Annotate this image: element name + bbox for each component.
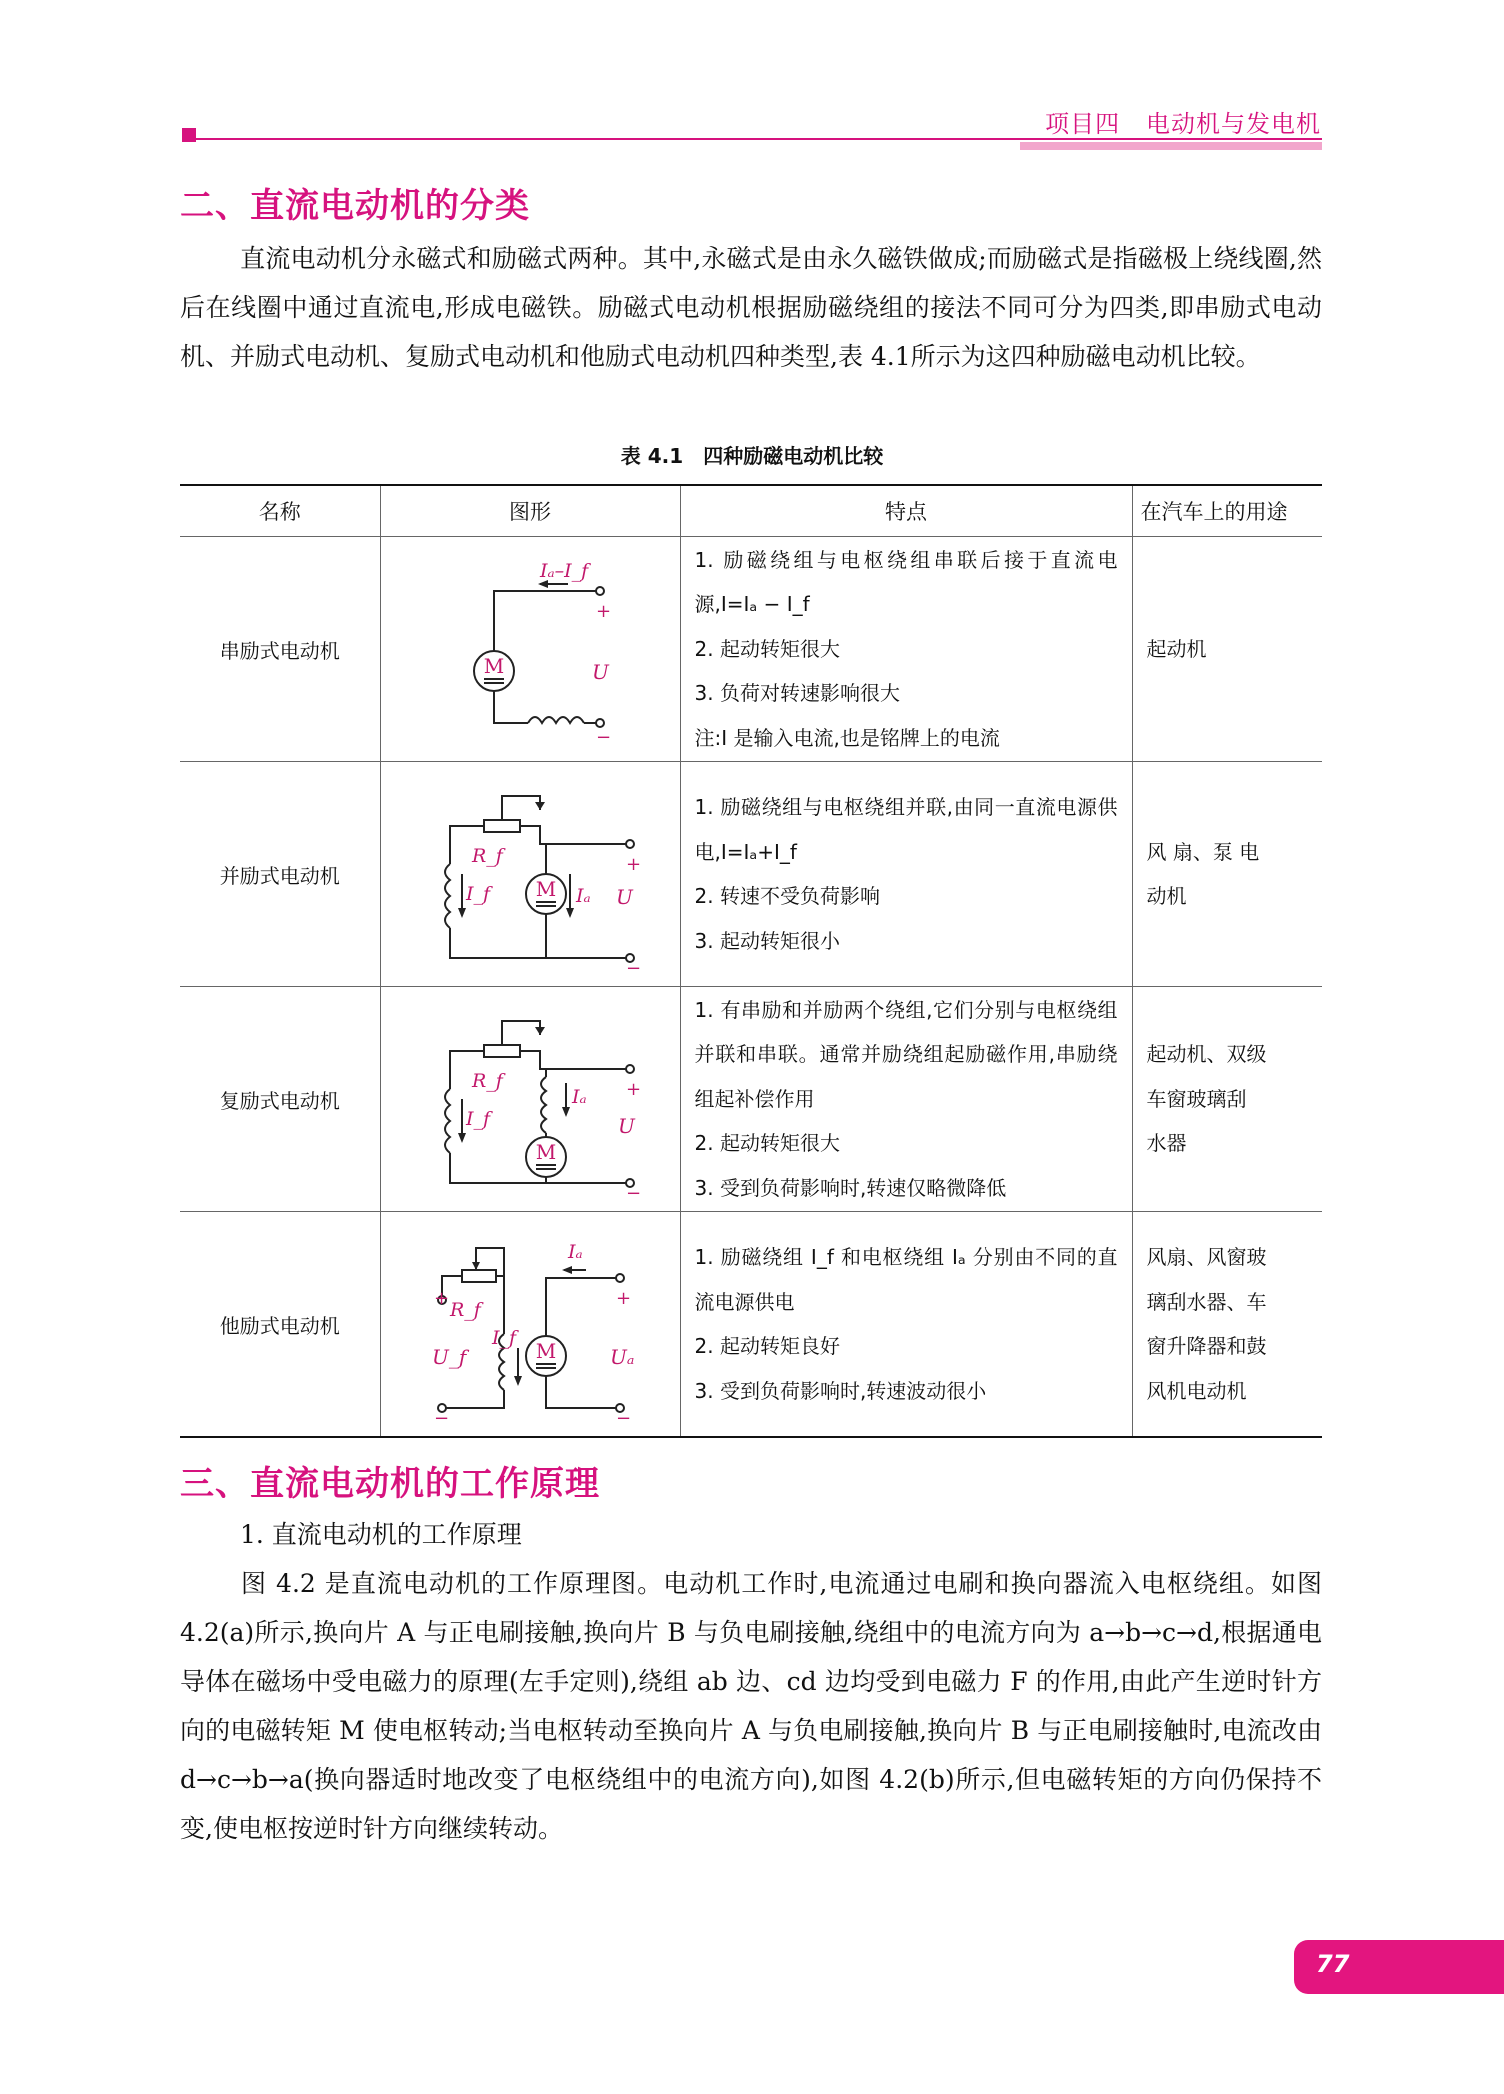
features-cell: 1. 励磁绕组 I_f 和电枢绕组 Iₐ 分别由不同的直流电源供电 2. 起动转矩良好 3. 受到负荷影响时,转速波动很小 xyxy=(680,1212,1132,1438)
svg-text:U_f: U_f xyxy=(432,1345,467,1369)
table-row xyxy=(180,762,1322,987)
svg-text:+: + xyxy=(434,1288,450,1309)
svg-text:+: + xyxy=(626,1079,642,1100)
table-row xyxy=(180,537,1322,762)
motor-name: 并励式电动机 xyxy=(180,762,380,987)
shunt-circuit-diagram xyxy=(380,762,680,987)
section-2-paragraph: 直流电动机分永磁式和励磁式两种。其中,永磁式是由永久磁铁做成;而励磁式是指磁极上绕线圈,然后在线圈中通过直流电,形成电磁铁。励磁式电动机根据励磁绕组的接法不同可分为四类,即串励式电动机、并励式电动机、复励式电动机和他励式电动机四种类型,表 4.1所示为这四种励磁电动机比较。 xyxy=(180,244,1322,371)
svg-text:R_f: R_f xyxy=(472,845,503,867)
section-3-paragraph: 图 4.2 是直流电动机的工作原理图。电动机工作时,电流通过电刷和换向器流入电枢绕组。如图 4.2(a)所示,换向片 A 与正电刷接触,换向片 B 与负电刷接触,绕组中的电流方向为 a→b→c→d,根据通电导体在磁场中受电磁力的原理(左手定则),绕组 ab 边、cd 边均受到电磁力 F 的作用,由此产生逆时针方向的电磁转矩 M 使电枢转动;当电枢转动至换向片 A 与负电刷接触,换向片 B 与正电刷接触时,电流改由 d→c→b→a(换向器适时地改变了电枢绕组中的电流方向),如图 4.2(b)所示,但电磁转矩的方向仍保持不变,使电枢按逆时针方向继续转动。 xyxy=(180,1569,1322,1843)
features-cell: 1. 励磁绕组与电枢绕组并联,由同一直流电源供电,I=Iₐ+I_f 2. 转速不受负荷影响 3. 起动转矩很小 xyxy=(680,762,1132,987)
header-accent-bar xyxy=(1020,142,1322,150)
section-3-subtitle: 1. 直流电动机的工作原理 xyxy=(240,1520,522,1549)
section-2-title: 二、直流电动机的分类 xyxy=(180,186,530,226)
features-cell: 1. 励磁绕组与电枢绕组串联后接于直流电源,I=Iₐ − I_f 2. 起动转矩很大 3. 负荷对转速影响很大 注:I 是输入电流,也是铭牌上的电流 xyxy=(680,537,1132,762)
motor-symbol-label: M xyxy=(483,654,505,678)
svg-text:+: + xyxy=(616,1288,632,1309)
svg-text:Iₐ: Iₐ xyxy=(572,1086,587,1108)
table-row xyxy=(180,987,1322,1212)
svg-text:−: − xyxy=(596,727,612,748)
svg-text:M: M xyxy=(535,877,557,901)
running-header xyxy=(1045,104,1321,139)
svg-text:U: U xyxy=(618,1114,635,1138)
series-circuit-diagram xyxy=(380,537,680,762)
svg-text:Uₐ: Uₐ xyxy=(610,1345,635,1369)
col-header-figure: 图形 xyxy=(380,485,680,537)
header-title: 电动机与发电机 xyxy=(1146,110,1321,138)
section-3-title: 三、直流电动机的工作原理 xyxy=(180,1464,600,1504)
usage-cell: 风扇、风窗玻 璃刮水器、车 窗升降器和鼓 风机电动机 xyxy=(1132,1212,1322,1438)
features-cell: 1. 有串励和并励两个绕组,它们分别与电枢绕组并联和串联。通常并励绕组起励磁作用,串励绕组起补偿作用 2. 起动转矩很大 3. 受到负荷影响时,转速仅略微降低 xyxy=(680,987,1132,1212)
col-header-name: 名称 xyxy=(180,485,380,537)
svg-text:−: − xyxy=(626,958,642,974)
motor-name: 复励式电动机 xyxy=(180,987,380,1212)
separately-excited-circuit-diagram xyxy=(380,1212,680,1438)
table-row xyxy=(180,1212,1322,1438)
page-number: 77 xyxy=(1316,1950,1350,1978)
svg-text:Iₐ: Iₐ xyxy=(568,1241,583,1263)
series-current-label: Iₐ–I_f xyxy=(540,560,589,582)
motor-comparison-table xyxy=(180,484,1322,1438)
svg-text:Iₐ: Iₐ xyxy=(576,885,591,907)
usage-cell: 风 扇、泵 电 动机 xyxy=(1132,762,1322,987)
svg-text:−: − xyxy=(616,1408,632,1424)
col-header-features: 特点 xyxy=(680,485,1132,537)
header-project: 项目四 xyxy=(1045,110,1121,138)
compound-circuit-diagram xyxy=(380,987,680,1212)
svg-text:R_f: R_f xyxy=(472,1070,503,1092)
header-rule xyxy=(190,138,1322,140)
svg-text:+: + xyxy=(596,601,612,622)
usage-cell: 起动机 xyxy=(1132,537,1322,762)
motor-name: 他励式电动机 xyxy=(180,1212,380,1438)
svg-text:I_f: I_f xyxy=(492,1327,517,1349)
usage-cell: 起动机、双级 车窗玻璃刮 水器 xyxy=(1132,987,1322,1212)
motor-name: 串励式电动机 xyxy=(180,537,380,762)
svg-text:M: M xyxy=(535,1140,557,1164)
table-caption: 表 4.1 四种励磁电动机比较 xyxy=(620,444,884,468)
svg-text:−: − xyxy=(434,1408,450,1424)
table-header-row xyxy=(180,485,1322,537)
svg-text:M: M xyxy=(535,1339,557,1363)
svg-text:U: U xyxy=(616,885,633,909)
voltage-label: U xyxy=(592,660,609,684)
svg-text:I_f: I_f xyxy=(466,883,491,905)
svg-text:+: + xyxy=(626,854,642,875)
col-header-usage: 在汽车上的用途 xyxy=(1132,485,1322,537)
svg-text:I_f: I_f xyxy=(466,1108,491,1130)
svg-text:R_f: R_f xyxy=(450,1299,481,1321)
svg-text:−: − xyxy=(626,1183,642,1199)
